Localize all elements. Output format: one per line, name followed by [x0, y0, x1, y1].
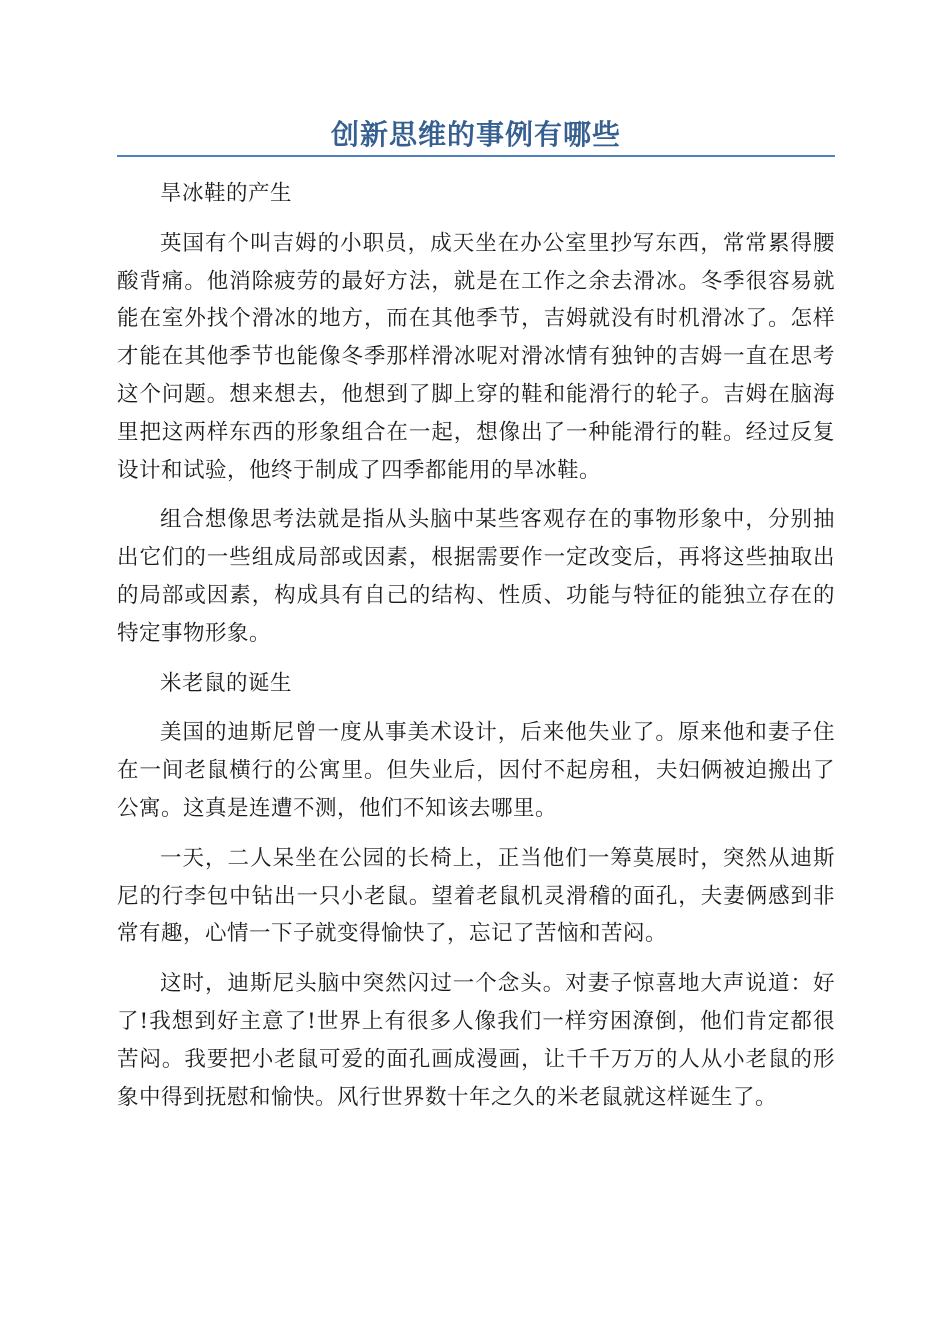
paragraph: 组合想像思考法就是指从头脑中某些客观存在的事物形象中，分别抽出它们的一些组成局部或因素，根据需要作一定改变后，再将这些抽取出的局部或因素，构成具有自己的结构、性质、功能与特征的能独立存在的特定事物形象。 [117, 507, 835, 646]
section-heading-mickey-mouse: 米老鼠的诞生 [160, 670, 293, 696]
paragraph: 美国的迪斯尼曾一度从事美术设计，后来他失业了。原来他和妻子住在一间老鼠横行的公寓里。但失业后，因付不起房租，夫妇俩被迫搬出了公寓。这真是连遭不测，他们不知该去哪里。 [117, 720, 835, 821]
paragraph: 这时，迪斯尼头脑中突然闪过一个念头。对妻子惊喜地大声说道：好了!我想到好主意了!世界上有很多人像我们一样穷困潦倒，他们肯定都很苦闷。我要把小老鼠可爱的面孔画成漫画，让千千万万的人从小老鼠的形象中得到抚慰和愉快。风行世界数十年之久的米老鼠就这样诞生了。 [117, 971, 835, 1110]
title-underline [117, 155, 835, 157]
section-heading-roller-skates: 旱冰鞋的产生 [160, 181, 293, 206]
paragraph: 一天，二人呆坐在公园的长椅上，正当他们一筹莫展时，突然从迪斯尼的行李包中钻出一只小老鼠。望着老鼠机灵滑稽的面孔，夫妻俩感到非常有趣，心情一下子就变得愉快了，忘记了苦恼和苦闷。 [117, 845, 835, 947]
document-page [117, 0, 835, 1128]
document-title: 创新思维的事例有哪些 [330, 118, 621, 151]
document-body [117, 175, 835, 1116]
paragraph: 英国有个叫吉姆的小职员，成天坐在办公室里抄写东西，常常累得腰酸背痛。他消除疲劳的最好方法，就是在工作之余去滑冰。冬季很容易就能在室外找个滑冰的地方，而在其他季节，吉姆就没有时机滑冰了。怎样才能在其他季节也能像冬季那样滑冰呢对滑冰情有独钟的吉姆一直在思考这个问题。想来想去，他想到了脚上穿的鞋和能滑行的轮子。吉姆在脑海里把这两样东西的形象组合在一起，想像出了一种能滑行的鞋。经过反复设计和试验，他终于制成了四季都能用的旱冰鞋。 [117, 230, 835, 483]
